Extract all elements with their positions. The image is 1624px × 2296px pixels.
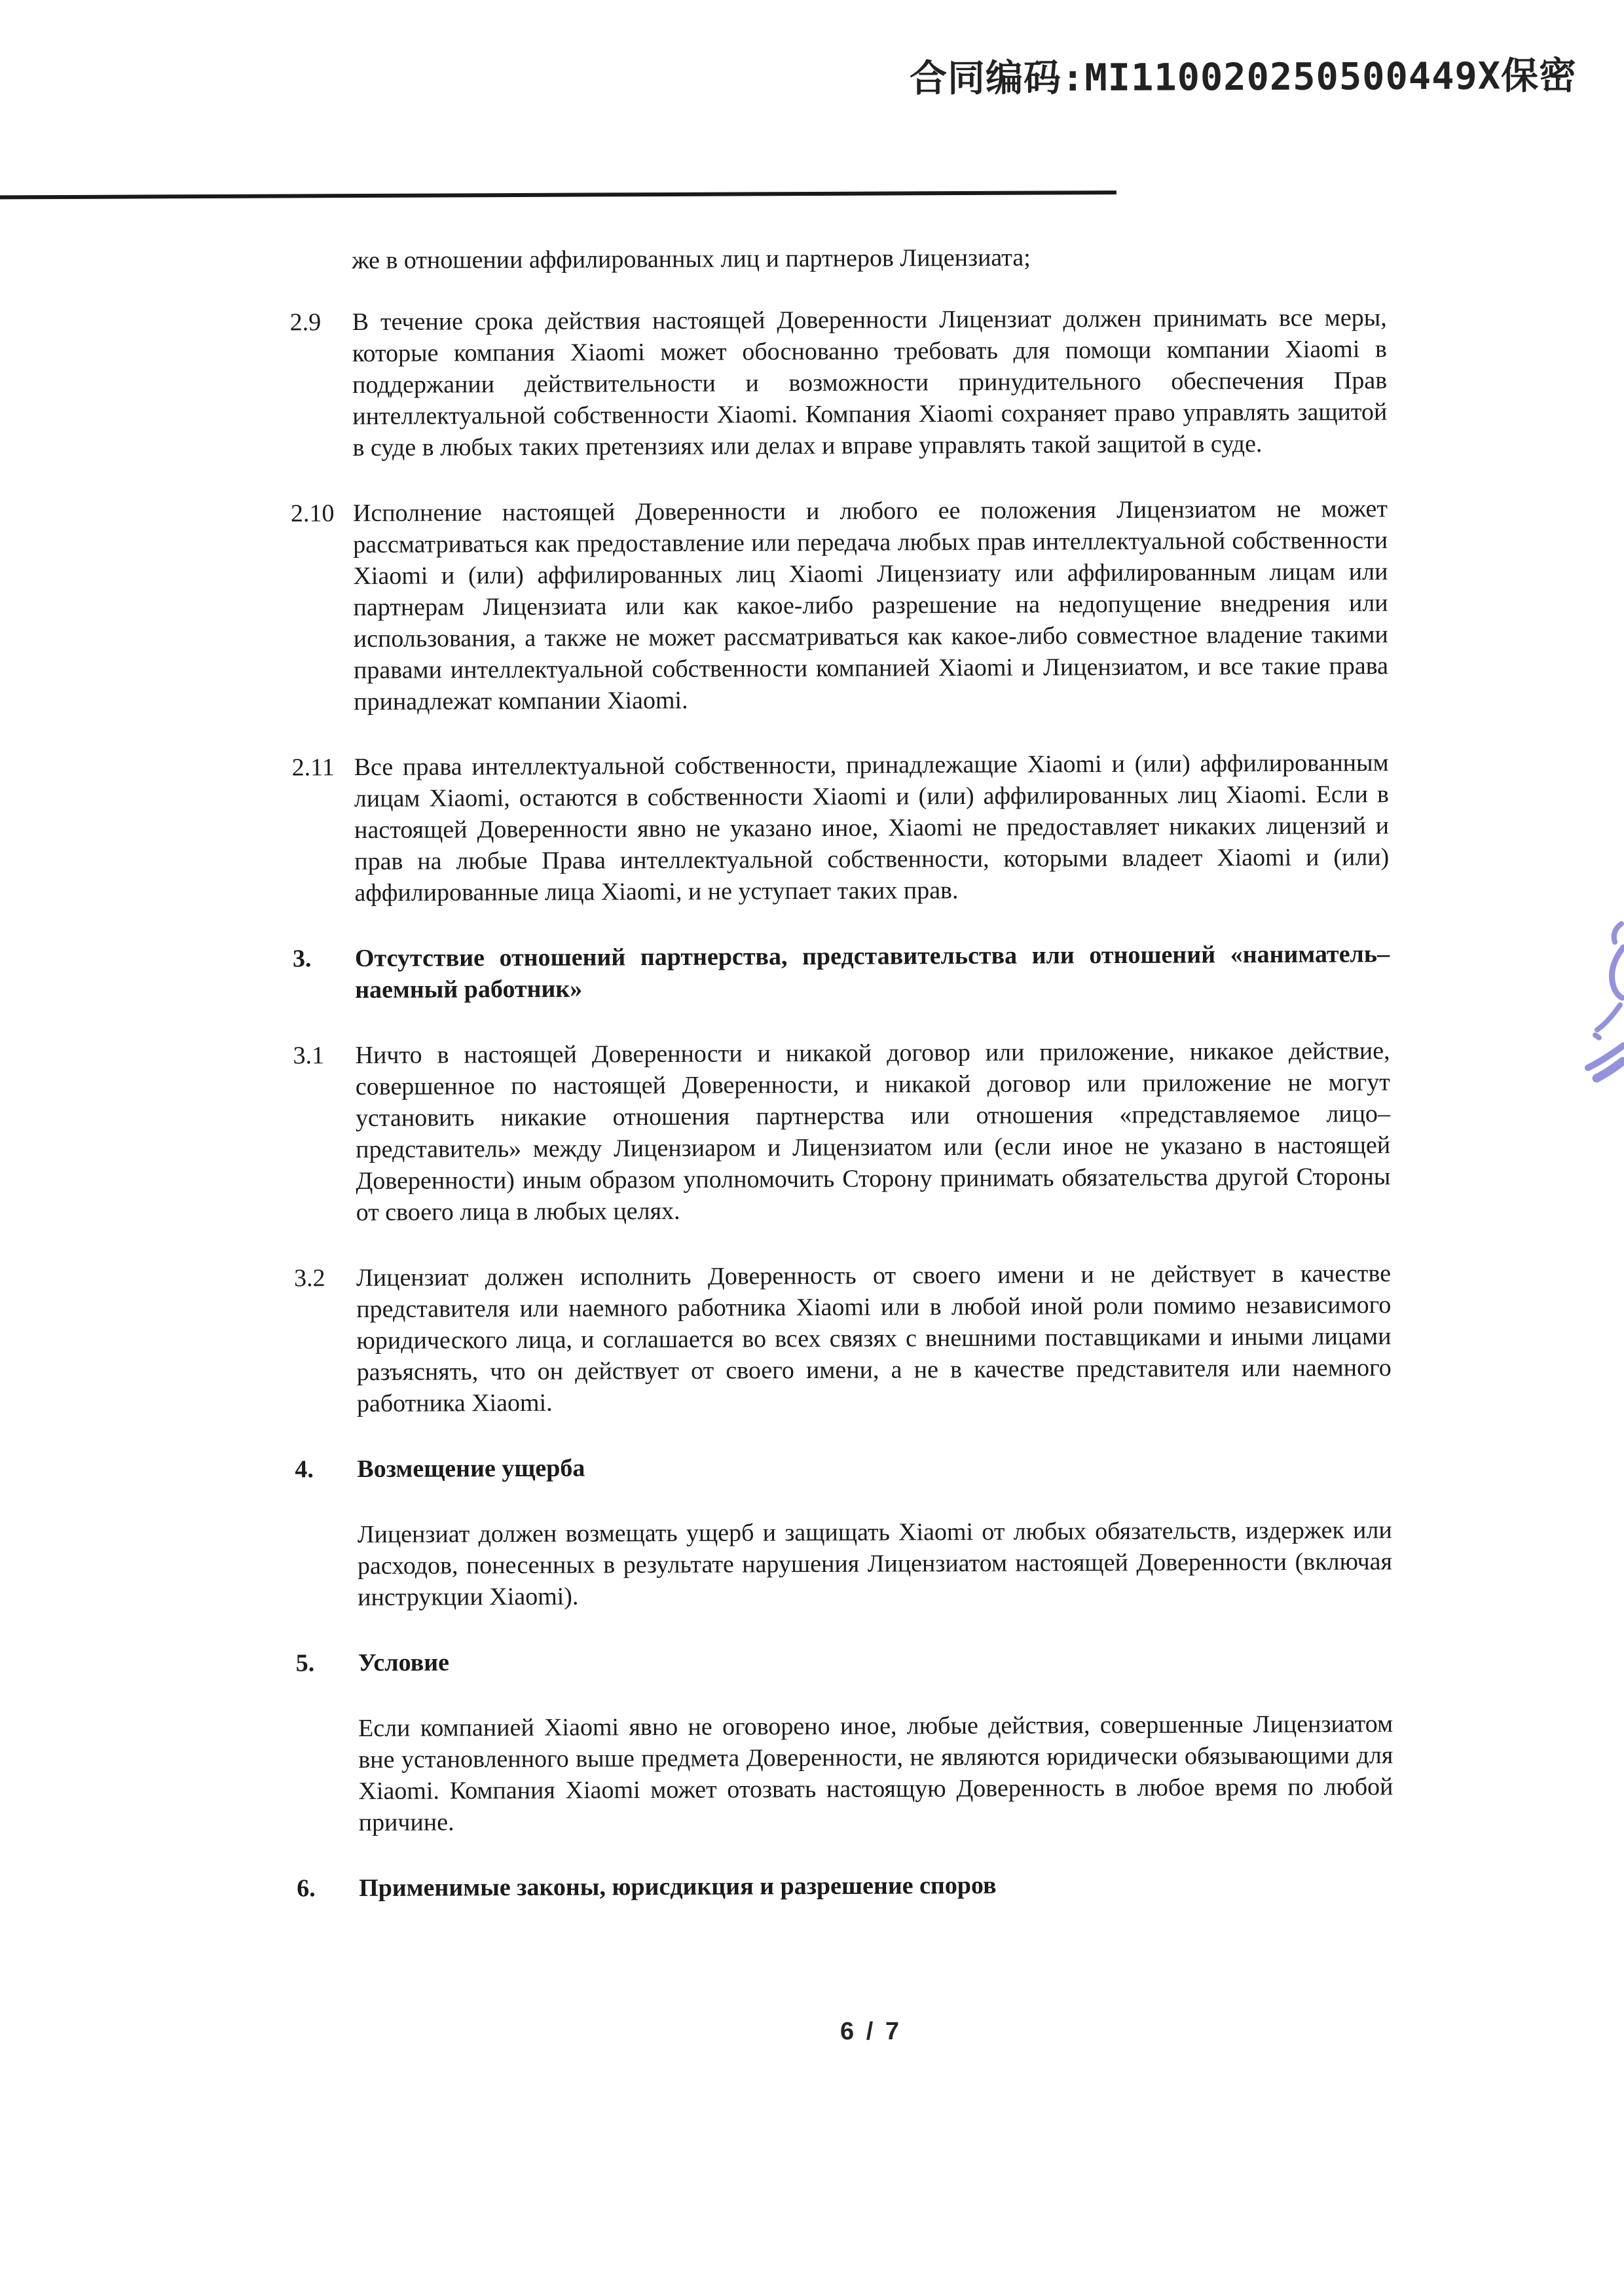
clause-number: 2.11 bbox=[291, 753, 335, 782]
clause-number: 3.1 bbox=[293, 1041, 325, 1070]
clause-number: 3.2 bbox=[293, 1264, 325, 1292]
clause-text: Если компанией Xiaomi явно не оговорено иное, любые действия, совершенные Лицензиатом вне установленного выше предмета Доверенности, не являются юридически обязывающими для Xiaomi. Компания Xiaomi может отозвать настоящую Доверенность в любое время по любой причине. bbox=[358, 1709, 1393, 1836]
clause-text: Лицензиат должен возмещать ущерб и защищать Xiaomi от любых обязательств, издержек или расходов, понесенных в результате нарушения Лицензиатом настоящей Доверенности (включая инструкции Xiaomi). bbox=[357, 1516, 1393, 1611]
section-number: 4. bbox=[295, 1455, 314, 1484]
clause-2-11 bbox=[291, 747, 1390, 909]
section-number: 5. bbox=[295, 1649, 315, 1677]
clause-2-8-continuation: же в отношении аффилированных лиц и партнеров Лицензиата; bbox=[352, 244, 1031, 274]
section-title: Отсутствие отношений партнерства, представительства или отношений «наниматель–наемный работник» bbox=[354, 939, 1390, 1004]
section-title: Возмещение ущерба bbox=[357, 1454, 585, 1483]
section-4-heading bbox=[295, 1449, 1392, 1485]
clause-4-body bbox=[358, 1514, 1393, 1613]
clause-text: Исполнение настоящей Доверенности и любого ее положения Лицензиатом не может рассматриваться как предоставление или передача любых прав интеллектуальной собственности Xiaomi и (или) аффилированных лиц Xiaomi Лицензиату или аффилированным лицам или партнерам Лицензиата или как какое-либо разрешение на недопущение внедрения или использования, а также не может рассматриваться как какое-либо совместное владение такими правами интеллектуальной собственности компанией Xiaomi и Лицензиатом, и все такие права принадлежат компании Xiaomi. bbox=[352, 494, 1389, 716]
clause-number: 2.10 bbox=[290, 499, 335, 528]
page-number: 6 / 7 bbox=[840, 2018, 902, 2045]
clause-2-9 bbox=[289, 302, 1388, 464]
section-title: Условие bbox=[358, 1649, 450, 1677]
clause-text: Ничто в настоящей Доверенности и никакой договор или приложение, никакое действие, совершенное по настоящей Доверенности, и никакой договор или приложение не могут установить никакие отношения партнерства или отношения «представляемое лицо–представитель» между Лицензиаром и Лицензиатом или (если иное не указано в настоящей Доверенности) иным образом уполномочить Сторону принимать обязательства другой Стороны от своего лица в любых целях. bbox=[355, 1036, 1391, 1226]
clause-3-2 bbox=[293, 1258, 1392, 1419]
clause-text: В течение срока действия настоящей Доверенности Лицензиат должен принимать все меры, которые компания Xiaomi может обоснованно требовать для помощи компании Xiaomi в поддержании действительности и возможности принудительного обеспечения Прав интеллектуальной собственности Xiaomi. Компания Xiaomi сохраняет право управлять защитой в суде в любых таких претензиях или делах и вправе управлять такой защитой в суде. bbox=[352, 303, 1388, 462]
section-title: Применимые законы, юрисдикция и разрешение споров bbox=[359, 1871, 997, 1902]
section-number: 3. bbox=[292, 945, 312, 973]
clause-text: Лицензиат должен исполнить Доверенность от своего имени и не действует в качестве представителя или наемного работника Xiaomi или в любой иной роли помимо независимого юридического лица, и соглашается во всех связях с внешними поставщиками и иными лицами разъяснять, что он действует от своего имени, а не в качестве представителя или наемного работника Xiaomi. bbox=[356, 1259, 1392, 1417]
contract-code-header bbox=[0, 0, 1577, 103]
section-number: 6. bbox=[297, 1874, 316, 1903]
section-5-heading bbox=[295, 1643, 1393, 1679]
section-6-heading bbox=[297, 1868, 1393, 1904]
clause-5-body bbox=[358, 1708, 1393, 1838]
ink-mark bbox=[1578, 907, 1624, 1116]
clause-3-1 bbox=[293, 1035, 1391, 1228]
clause-number: 2.9 bbox=[289, 308, 322, 337]
clause-2-10 bbox=[290, 493, 1389, 718]
contract-code: 合同编码:MI110020250500449X保密 bbox=[909, 54, 1578, 101]
document-body bbox=[0, 192, 1624, 1905]
section-3-heading bbox=[292, 938, 1390, 1006]
clause-text: Все права интеллектуальной собственности, принадлежащие Xiaomi и (или) аффилированным лицам Xiaomi, остаются в собственности Xiaomi и (или) аффилированных лиц Xiaomi. Если в настоящей Доверенности явно не указано иное, Xiaomi не предоставляет никаких лицензий и прав на любые Права интеллектуальной собственности, которыми владеет Xiaomi и (или) аффилированные лица Xiaomi, и не уступает таких прав. bbox=[354, 748, 1390, 907]
